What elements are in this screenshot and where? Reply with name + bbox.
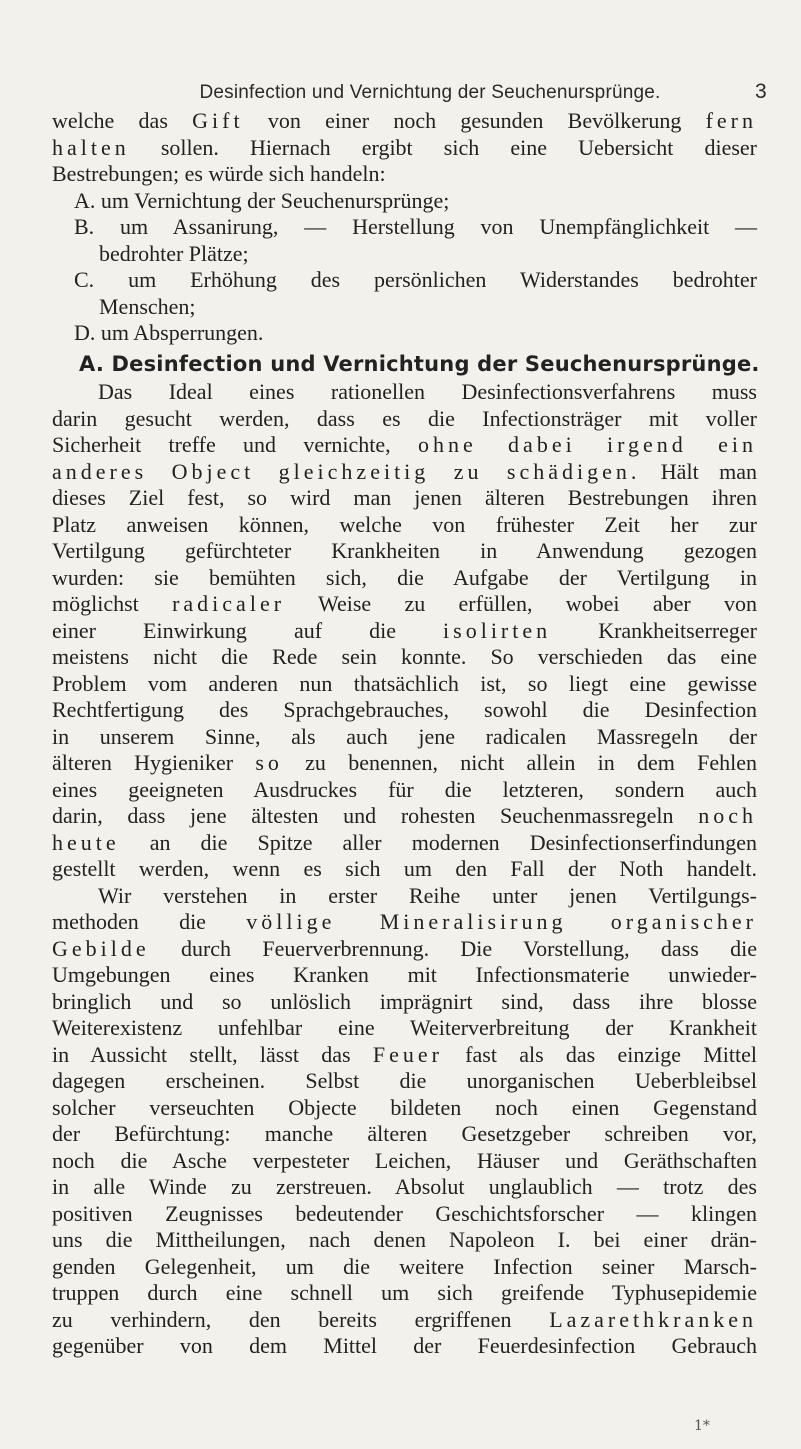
- text-line: älteren Hygieniker so zu benennen, nicht allein in dem Fehlen: [52, 750, 758, 775]
- emphasis-text: isolirten: [443, 617, 552, 643]
- text-line: der Befürchtung: manche älteren Gesetzgeber schreiben vor,: [52, 1121, 757, 1146]
- text-line: einer Einwirkung auf die isolirten Krankheitserreger: [52, 617, 757, 643]
- text-line: solcher verseuchten Objecte bildeten noch einen Gegenstand: [52, 1094, 757, 1120]
- outline-item-a: A. um Vernichtung der Seuchenursprünge;: [74, 187, 450, 213]
- text-line: dieses Ziel fest, so wird man jenen älteren Bestrebungen ihren: [52, 485, 757, 510]
- outline-item-c-cont: Menschen;: [99, 293, 196, 319]
- text-line: heute an die Spitze aller modernen Desinfectionserfindungen: [52, 829, 757, 855]
- emphasis-text: völlige Mineralisirung organischer: [246, 909, 757, 934]
- emphasis-text: halten: [52, 134, 130, 160]
- text-line: in unserem Sinne, als auch jene radicalen Massregeln der: [52, 723, 757, 749]
- text-line: Bestrebungen; es würde sich handeln:: [52, 161, 386, 186]
- emphasis-text: anderes Object gleichzeitig zu schädigen.: [52, 458, 641, 484]
- text-line: eines geeigneten Ausdruckes für die letzteren, sondern auch: [52, 776, 757, 802]
- text-line: Umgebungen eines Kranken mit Infectionsmaterie unwieder-: [52, 962, 757, 987]
- text-line: uns die Mittheilungen, nach denen Napoleon I. bei einer drän-: [52, 1227, 757, 1252]
- text-line: bringlich und so unlöslich imprägnirt sind, dass ihre blosse: [52, 988, 757, 1014]
- text-line: in alle Winde zu zerstreuen. Absolut unglaublich — trotz des: [52, 1174, 757, 1199]
- text-line: Gebilde durch Feuerverbrennung. Die Vorstellung, dass die: [52, 935, 757, 961]
- page-number: 3: [755, 80, 767, 103]
- text-line: Das Ideal eines rationellen Desinfectionsverfahrens muss: [98, 379, 757, 404]
- body-text: [52, 108, 760, 1360]
- text-line: Weiterexistenz unfehlbar eine Weiterverbreitung der Krankheit: [52, 1015, 757, 1040]
- text-line: halten sollen. Hiernach ergibt sich eine Uebersicht dieser: [52, 134, 757, 160]
- text-line: dagegen erscheinen. Selbst die unorganischen Ueberbleibsel: [52, 1068, 757, 1093]
- outline-item-c: C. um Erhöhung des persönlichen Widerstandes bedrohter: [74, 267, 757, 292]
- text-line: Rechtfertigung des Sprachgebrauches, sowohl die Desinfection: [52, 697, 757, 722]
- emphasis-text: Lazarethkranken: [549, 1306, 757, 1332]
- text-line: zu verhindern, den bereits ergriffenen Lazarethkranken: [52, 1306, 757, 1332]
- text-line: Sicherheit treffe und vernichte, ohne dabei irgend ein: [52, 432, 757, 457]
- running-header: Desinfection und Vernichtung der Seuchenursprünge.: [199, 82, 661, 103]
- emphasis-text: ohne dabei irgend ein: [417, 432, 757, 457]
- emphasis-text: noch: [698, 803, 757, 828]
- text-line: darin, dass jene ältesten und rohesten Seuchenmassregeln noch: [52, 803, 757, 828]
- text-line: Wir verstehen in erster Reihe unter jenen Vertilgungs-: [98, 882, 757, 908]
- text-line: methoden die völlige Mineralisirung organischer: [52, 909, 757, 934]
- text-line: welche das Gift von einer noch gesunden Bevölkerung fern: [52, 108, 758, 133]
- emphasis-text: so: [255, 750, 283, 775]
- emphasis-text: Gift: [192, 108, 244, 133]
- text-line: gestellt werden, wenn es sich um den Fall der Noth handelt.: [52, 856, 757, 881]
- emphasis-text: fern: [705, 108, 758, 133]
- text-line: anderes Object gleichzeitig zu schädigen. Hält man: [52, 458, 757, 484]
- text-line: genden Gelegenheit, um die weitere Infection seiner Marsch-: [52, 1253, 757, 1279]
- text-line: möglichst radicaler Weise zu erfüllen, wobei aber von: [52, 591, 757, 616]
- text-line: in Aussicht stellt, lässt das Feuer fast als das einzige Mittel: [52, 1041, 757, 1067]
- signature-mark: 1*: [694, 1418, 710, 1434]
- emphasis-text: heute: [52, 829, 120, 855]
- section-heading: A. Desinfection und Vernichtung der Seuchenursprünge.: [79, 351, 760, 376]
- emphasis-text: Feuer: [372, 1041, 443, 1067]
- text-line: positiven Zeugnisses bedeutender Geschichtsforscher — klingen: [52, 1200, 757, 1226]
- text-line: Platz anweisen können, welche von frühester Zeit her zur: [52, 511, 757, 537]
- emphasis-text: radicaler: [172, 591, 286, 616]
- emphasis-text: Gebilde: [52, 935, 150, 961]
- text-line: noch die Asche verpesteter Leichen, Häuser und Geräthschaften: [52, 1147, 757, 1173]
- outline-item-d: D. um Absperrungen.: [74, 320, 264, 345]
- text-line: darin gesucht werden, dass es die Infectionsträger mit voller: [52, 405, 757, 431]
- outline-item-b-cont: bedrohter Plätze;: [99, 240, 249, 266]
- text-line: truppen durch eine schnell um sich greifende Typhusepidemie: [52, 1280, 757, 1305]
- text-line: meistens nicht die Rede sein konnte. So verschieden das eine: [52, 644, 757, 669]
- text-line: Vertilgung gefürchteter Krankheiten in Anwendung gezogen: [52, 538, 757, 563]
- outline-item-b: B. um Assanirung, — Herstellung von Unempfänglichkeit —: [74, 214, 757, 239]
- text-line: gegenüber von dem Mittel der Feuerdesinfection Gebrauch: [52, 1333, 757, 1358]
- text-line: wurden: sie bemühten sich, die Aufgabe der Vertilgung in: [52, 564, 757, 590]
- text-line: Problem vom anderen nun thatsächlich ist, so liegt eine gewisse: [52, 670, 757, 696]
